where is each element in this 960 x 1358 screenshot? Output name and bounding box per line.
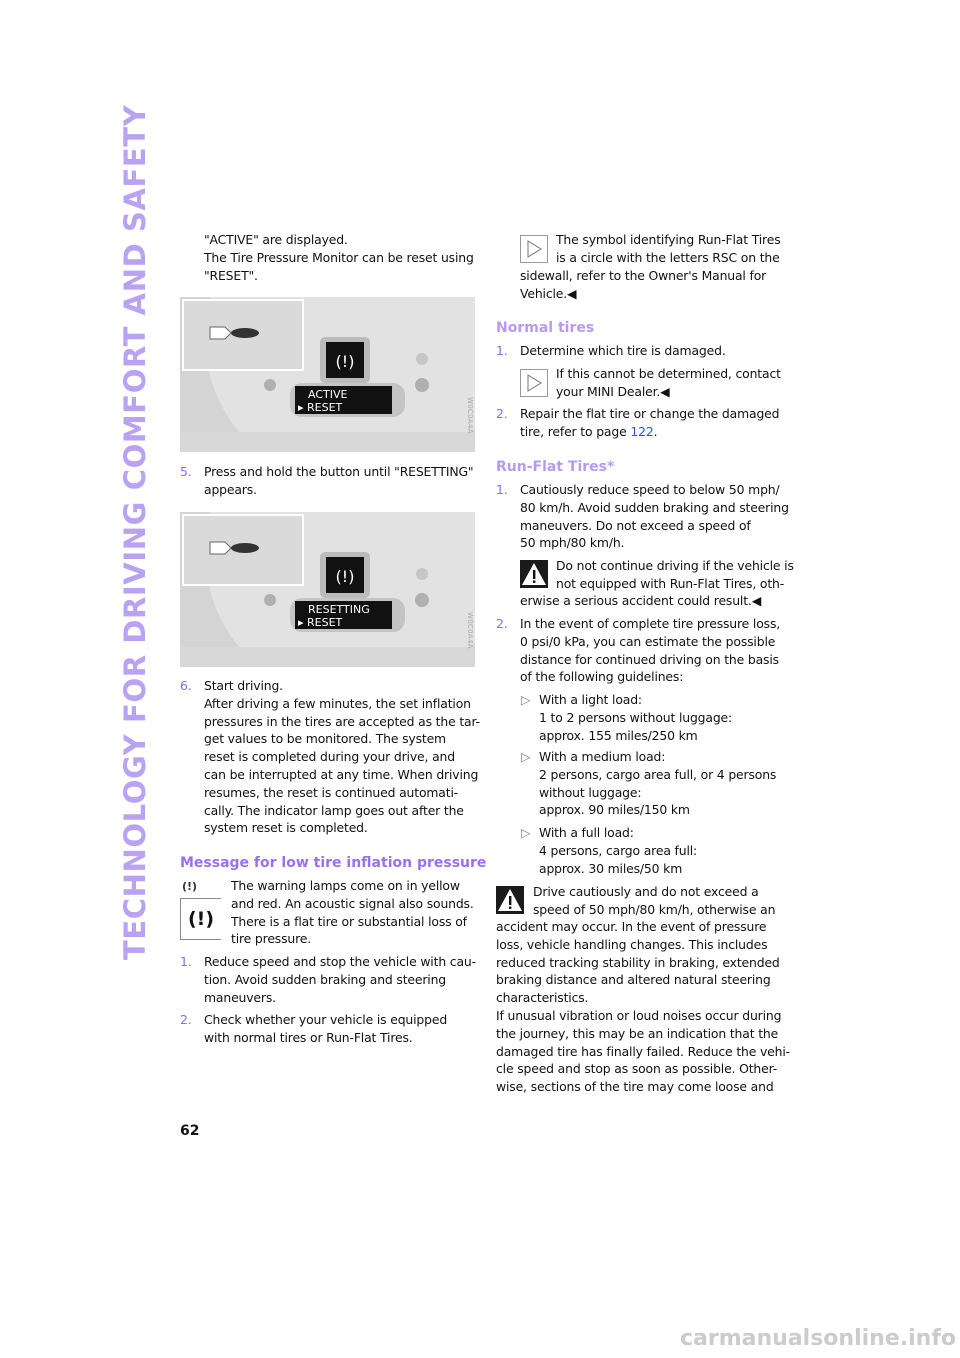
normal-step-1-text: Determine which tire is damaged. — [520, 343, 726, 358]
figure-code: W0C0A4A — [466, 397, 474, 434]
final-warning-text-cont: accident may occur. In the event of pressure loss, vehicle handling changes. This includes reduced tracking stability in braking, extended braking distance and altered natural steering characteristics. If unusual vibration or loud noises occur during the journey, this may be an indication that the damaged tire has finally failed. Reduce the vehi- cle speed and stop as soon as possible. Other- wise, sections of the tire may come loose and — [496, 919, 790, 1095]
svg-text:(!): (!) — [335, 567, 355, 586]
display-line-2: ▸ RESET — [298, 616, 343, 629]
runflat-step-2-number: 2. — [496, 616, 508, 631]
step-text: Repair the flat tire or change the damaged tire, refer to page — [520, 406, 780, 439]
dealer-note-text: If this cannot be determined, contact your MINI Dealer.◀ — [556, 366, 781, 399]
step-6-text: Start driving. After driving a few minutes, the set inflation pressures in the tires are accepted as the tar- get values to be monitored. The system reset is completed during your drive, and can be interrupted at any time. When driving resumes, the reset is continued automati- cally. The indicator lamp goes out after the system reset is completed. — [204, 678, 480, 836]
step-2-number: 2. — [180, 1012, 192, 1027]
section-heading-run-flat: Run-Flat Tires* — [496, 459, 615, 475]
bullet-medium-load: With a medium load: 2 persons, cargo area full, or 4 persons without luggage: approx. 90 miles/150 km — [539, 749, 777, 818]
runflat-step-1-number: 1. — [496, 482, 508, 497]
display-line-1: ACTIVE — [308, 388, 348, 401]
figure-resetting — [180, 512, 475, 667]
display-reset: RESET — [307, 616, 343, 629]
bullet-arrow-icon: ▷ — [521, 692, 531, 707]
runflat-step-1-text: Cautiously reduce speed to below 50 mph/ 80 km/h. Avoid sudden braking and steering maneuvers. Do not exceed a speed of 50 mph/80 km/h. — [520, 482, 789, 551]
step-text-end: . — [653, 423, 658, 439]
figure-active-reset — [180, 297, 475, 452]
step-1-number: 1. — [180, 954, 192, 969]
display-line-1: RESETTING — [308, 603, 370, 616]
rsc-note-text-cont: sidewall, refer to the Owner's Manual for Vehicle.◀ — [520, 268, 767, 301]
small-tire-warning-icon: (!) — [182, 880, 198, 893]
runflat-warning-text: Do not continue driving if the vehicle is not equipped with Run-Flat Tires, oth- — [556, 558, 794, 591]
svg-text:(!): (!) — [335, 352, 355, 371]
note-icon — [520, 369, 548, 397]
step-6-number: 6. — [180, 678, 192, 693]
step-1-text: Reduce speed and stop the vehicle with cau- tion. Avoid sudden braking and steering maneuvers. — [204, 954, 476, 1005]
instrument-cluster-image — [180, 512, 475, 667]
warning-lamps-text: The warning lamps come on in yellow and red. An acoustic signal also sounds. There is a flat tire or substantial loss of tire pressure. — [231, 878, 474, 947]
normal-step-1-number: 1. — [496, 343, 508, 358]
tire-pressure-warning-icon: (!) — [180, 898, 221, 940]
bullet-light-load: With a light load: 1 to 2 persons without luggage: approx. 155 miles/250 km — [539, 692, 733, 743]
section-heading-normal-tires: Normal tires — [496, 320, 595, 336]
display-reset: RESET — [307, 401, 343, 414]
section-heading-low-pressure: Message for low tire inflation pressure — [180, 855, 487, 871]
bullet-arrow-icon: ▷ — [521, 825, 531, 840]
bullet-full-load: With a full load: 4 persons, cargo area full: approx. 30 miles/50 km — [539, 825, 698, 876]
normal-step-2-number: 2. — [496, 406, 508, 421]
step-5-text: Press and hold the button until "RESETTING" appears. — [204, 464, 474, 497]
warning-triangle-icon — [496, 886, 524, 914]
step-5-number: 5. — [180, 464, 192, 479]
watermark: carmanualsonline.info — [680, 1326, 956, 1351]
bullet-arrow-icon: ▷ — [521, 749, 531, 764]
intro-text: "ACTIVE" are displayed. The Tire Pressure Monitor can be reset using "RESET". — [204, 232, 474, 283]
note-icon — [520, 235, 548, 263]
warning-triangle-icon — [520, 560, 548, 588]
step-2-text: Check whether your vehicle is equipped with normal tires or Run-Flat Tires. — [204, 1012, 448, 1045]
rsc-note-text: The symbol identifying Run-Flat Tires is a circle with the letters RSC on the — [556, 232, 781, 265]
page-link[interactable]: 122 — [630, 423, 654, 439]
normal-step-2-text — [520, 405, 779, 441]
runflat-step-2-text: In the event of complete tire pressure loss, 0 psi/0 kPa, you can estimate the possible distance for continued driving on the basis of the following guidelines: — [520, 616, 781, 685]
final-warning-text: Drive cautiously and do not exceed a speed of 50 mph/80 km/h, otherwise an — [533, 884, 776, 917]
display-line-2: ▸ RESET — [298, 401, 343, 414]
section-sidebar-title: TECHNOLOGY FOR DRIVING COMFORT AND SAFETY — [118, 104, 152, 960]
instrument-cluster-image — [180, 297, 475, 452]
page-number: 62 — [180, 1123, 200, 1139]
runflat-warning-text-cont: erwise a serious accident could result.◀ — [520, 593, 762, 608]
figure-code: W0C0A4A — [466, 612, 474, 649]
